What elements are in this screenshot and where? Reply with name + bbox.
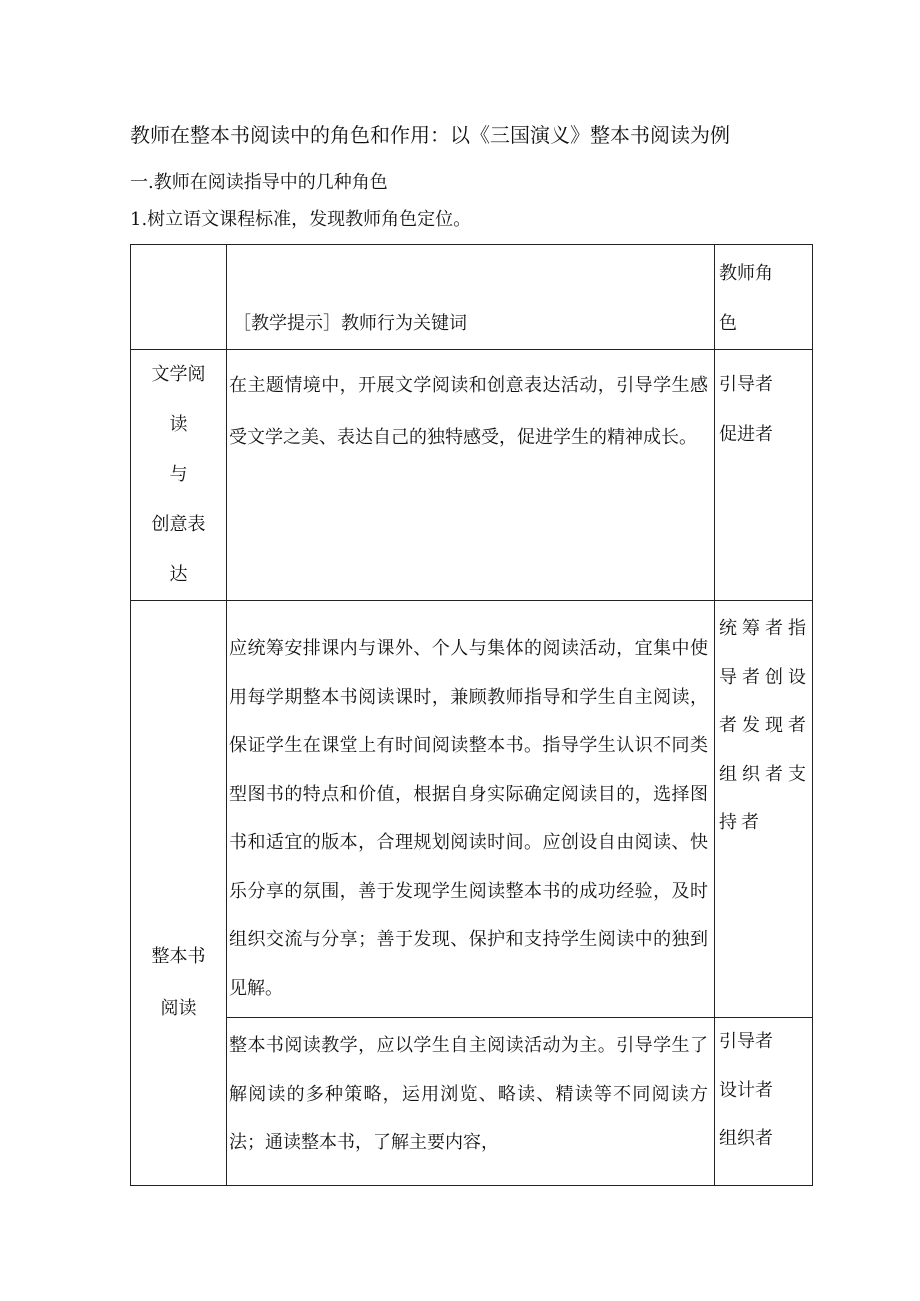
row-label-whole-book-reading — [131, 601, 227, 1186]
row-label-line: 阅读 — [160, 998, 197, 1019]
role-line: 组织者 — [719, 1128, 773, 1149]
document-title: 教师在整本书阅读中的角色和作用：以《三国演义》整本书阅读为例 — [130, 123, 730, 147]
header-role-line: 教师角 — [719, 263, 773, 284]
row-role-whole-book-2 — [715, 1018, 813, 1186]
row-label-line: 整本书 — [151, 946, 206, 967]
section-heading: 一.教师在阅读指导中的几种角色 — [130, 172, 388, 193]
header-cell-keywords: ［教学提示］教师行为关键词 — [227, 245, 715, 350]
row-label-line: 文学阅 — [151, 364, 206, 385]
table-row — [131, 1018, 813, 1186]
role-line: 促进者 — [719, 424, 773, 445]
subsection-heading: 1.树立语文课程标准，发现教师角色定位。 — [130, 209, 472, 230]
row-label-line: 与 — [169, 464, 188, 485]
row-text-literary-reading: 在主题情境中，开展文学阅读和创意表达活动，引导学生感受文学之美、表达自己的独特感受，促进学生的精神成长。 — [227, 350, 715, 601]
role-line: 设计者 — [719, 1079, 773, 1101]
teacher-role-table — [130, 244, 813, 1186]
row-role-literary-reading — [715, 350, 813, 601]
row-label-line: 达 — [169, 564, 188, 585]
row-label-line: 创意表 — [151, 514, 206, 535]
table-header-row — [131, 245, 813, 350]
role-line: 引导者 — [719, 1031, 773, 1052]
role-line: 引导者 — [719, 374, 773, 395]
row-role-whole-book-1: 统筹者指导者创设者发现者组织者支持者 — [715, 601, 813, 1018]
table-row — [131, 350, 813, 601]
header-cell-empty — [131, 245, 227, 350]
table-row — [131, 601, 813, 1018]
row-label-line: 读 — [169, 414, 188, 435]
row-label-literary-reading — [131, 350, 227, 601]
row-text-whole-book-2: 整本书阅读教学，应以学生自主阅读活动为主。引导学生了解阅读的多种策略，运用浏览、略读、精读等不同阅读方法；通读整本书，了解主要内容， — [227, 1018, 715, 1186]
header-cell-role — [715, 245, 813, 350]
row-text-whole-book-1: 应统筹安排课内与课外、个人与集体的阅读活动，宜集中使用每学期整本书阅读课时，兼顾教师指导和学生自主阅读，保证学生在课堂上有时间阅读整本书。指导学生认识不同类型图书的特点和价值，根据自身实际确定阅读目的，选择图书和适宜的版本，合理规划阅读时间。应创设自由阅读、快乐分享的氛围，善于发现学生阅读整本书的成功经验，及时组织交流与分享；善于发现、保护和支持学生阅读中的独到见解。 — [227, 601, 715, 1018]
header-role-line: 色 — [719, 313, 737, 334]
